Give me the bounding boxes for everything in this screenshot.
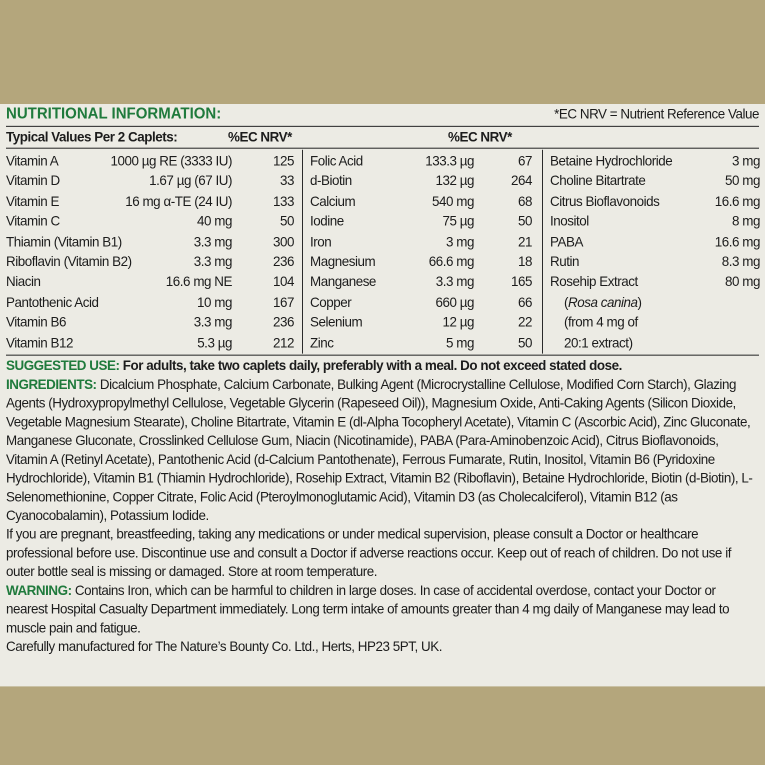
nutrient-amount: 3.3 mg (435, 273, 474, 290)
nutrient-amount: 1000 µg RE (3333 IU) (110, 152, 232, 169)
nutrient-amount: 16.6 mg (714, 233, 760, 250)
nutrient-nrv: 50 (280, 213, 294, 229)
nutrient-amount: 10 mg (197, 294, 232, 310)
nutrient-name: Vitamin B12 (6, 334, 74, 350)
nutrient-name: Rutin (550, 253, 580, 270)
nutrient-row (310, 152, 536, 172)
warning (6, 581, 759, 637)
nutrient-name: Rosehip Extract (550, 273, 638, 290)
nutrient-name: Vitamin B6 (6, 314, 67, 330)
nutrient-column-2 (310, 152, 536, 354)
nutrient-name: Citrus Bioflavonoids (550, 193, 660, 209)
divider (6, 126, 759, 127)
supplement-label (0, 104, 765, 686)
nrv-note: *EC NRV = Nutrient Reference Value (554, 106, 759, 122)
nutrient-row (550, 253, 760, 273)
nutrient-row (310, 192, 536, 212)
nutrient-nrv: 18 (518, 253, 532, 270)
nutrient-nrv: 236 (273, 253, 294, 270)
nutrient-name: Iodine (310, 213, 344, 229)
nutrient-row (550, 233, 760, 253)
nutrient-name: d-Biotin (310, 173, 352, 189)
nutrient-amount: 50 mg (725, 173, 760, 189)
nutrient-nrv: 104 (273, 273, 294, 290)
rosehip-note-line: 20:1 extract) (564, 334, 633, 350)
warning-label: WARNING: (6, 582, 72, 598)
suggested-use-label: SUGGESTED USE: (6, 357, 120, 374)
nutrient-nrv: 125 (273, 152, 294, 169)
col3-rows (550, 152, 760, 293)
nutrient-nrv: 67 (518, 152, 532, 169)
typical-values-heading: Typical Values Per 2 Caplets: (6, 128, 178, 145)
nutrient-amount: 1.67 µg (67 IU) (149, 173, 232, 189)
ingredients-text: Dicalcium Phosphate, Calcium Carbonate, Bulking Agent (Microcrystalline Cellulose, Modified Corn Starch), Glazing Agents (Hydroxypropylmethyl Cellulose, Vegetable Glycerin (Rapeseed Oil)), Magnesium Oxide, Anti-Caking Agents (Silicon Dioxide, Vegetable Magnesium Stearate), Choline Bitartrate, Vitamin E (dl-Alpha Tocopheryl Acetate), Vitamin C (Ascorbic Acid), Zinc Gluconate, Manganese Gluconate, Crosslinked Cellulose Gum, Niacin (Nicotinamide), PABA (Para-Aminobenzoic Acid), Citrus Bioflavonoids, Vitamin A (Retinyl Acetate), Pantothenic Acid (d-Calcium Pantothenate), Ferrous Fumarate, Rutin, Inositol, Vitamin B6 (Pyridoxine Hydrochloride), Vitamin B1 (Thiamin Hydrochloride), Rosehip Extract, Vitamin B2 (Riboflavin), Betaine Hydrochloride, Biotin (d-Biotin), L-Selenomethionine, Copper Citrate, Folic Acid (Pteroylmonoglutamic Acid), Vitamin D3 (as Cholecalciferol), Vitamin B12 (as Cyanocobalamin), Potassium Iodide. (6, 376, 753, 524)
divider (6, 355, 759, 356)
nrv-heading-2: %EC NRV* (448, 128, 512, 145)
nutrient-row (6, 212, 296, 232)
nutrient-nrv: 50 (518, 334, 532, 350)
nutrient-name: Niacin (6, 273, 41, 290)
nutrient-amount: 5 mg (446, 334, 474, 350)
nutrient-nrv: 264 (511, 173, 532, 189)
nutrient-row (310, 212, 536, 232)
ingredients-label: INGREDIENTS: (6, 376, 97, 393)
nutrient-amount: 3.3 mg (193, 253, 232, 270)
nutrient-name: Manganese (310, 273, 376, 290)
nutrient-row (550, 212, 760, 232)
nutrient-name: Vitamin D (6, 173, 60, 189)
nutrient-nrv: 22 (518, 314, 532, 330)
table-heading-row (6, 128, 759, 147)
nutrient-name: Thiamin (Vitamin B1) (6, 233, 122, 250)
rosehip-latin-name: Rosa canina (568, 294, 638, 310)
nutrient-amount: 16.6 mg (714, 193, 760, 209)
nutrient-nrv: 236 (273, 314, 294, 330)
nutrient-name: Betaine Hydrochloride (550, 152, 673, 169)
nutrient-name: Folic Acid (310, 152, 363, 169)
nutrient-amount: 8.3 mg (721, 253, 760, 270)
nutrient-row (6, 313, 296, 333)
nutrient-row (310, 313, 536, 333)
nutrient-amount: 80 mg (725, 273, 760, 290)
nrv-heading-1: %EC NRV* (228, 128, 292, 145)
nutrient-nrv: 212 (273, 334, 294, 350)
nutrient-amount: 66.6 mg (428, 253, 474, 270)
nutrient-amount: 133.3 µg (425, 152, 474, 169)
nutrient-name: Vitamin A (6, 152, 59, 169)
nutrient-nrv: 33 (280, 173, 294, 189)
nutrient-nrv: 66 (518, 294, 532, 310)
nutrient-name: Iron (310, 233, 332, 250)
nutrient-amount: 16 mg α-TE (24 IU) (125, 193, 232, 209)
nutrient-row (310, 333, 536, 353)
nutrient-name: Inositol (550, 213, 589, 229)
nutrient-row (6, 152, 296, 172)
nutrient-table (6, 150, 759, 354)
suggested-use-text: For adults, take two caplets daily, preferably with a meal. Do not exceed stated dose. (122, 357, 622, 374)
nutrient-name: Choline Bitartrate (550, 173, 646, 189)
nutrient-row (6, 333, 296, 353)
nutrient-nrv: 133 (273, 193, 294, 209)
nutrient-nrv: 21 (518, 233, 532, 250)
nutrient-nrv: 68 (518, 193, 532, 209)
divider (6, 148, 759, 149)
nutrient-row (550, 192, 760, 212)
nutrient-name: Selenium (310, 314, 363, 330)
column-divider (302, 150, 303, 354)
nutrient-name: Copper (310, 294, 352, 310)
nutrient-name: Magnesium (310, 253, 376, 270)
nutrient-row (6, 172, 296, 192)
nutrient-row (6, 233, 296, 253)
nutrient-name: PABA (550, 233, 583, 250)
nutrient-column-3 (550, 152, 760, 354)
nutrient-name: Calcium (310, 193, 356, 209)
advice-text: If you are pregnant, breastfeeding, taking any medications or under medical supervision, please consult a Doctor or healthcare professional before use. Discontinue use and consult a Doctor if adverse reactions occur. Keep out of reach of children. Do not use if outer bottle seal is missing or damaged. Store at room temperature. (6, 526, 731, 580)
nutrient-row (6, 273, 296, 293)
nutrient-amount: 3 mg (732, 152, 760, 169)
ingredients (6, 375, 759, 525)
nutrient-amount: 3.3 mg (193, 233, 232, 250)
nutrient-column-1 (6, 152, 296, 354)
column-divider (542, 150, 543, 354)
rosehip-note-line: (from 4 mg of (564, 314, 638, 330)
nutrient-row (310, 233, 536, 253)
label-header (6, 104, 759, 125)
nutrient-nrv: 165 (511, 273, 532, 290)
warning-text: Contains Iron, which can be harmful to children in large doses. In case of accidental overdose, contact your Doctor or nearest Hospital Casualty Department immediately. Long term intake of amounts greater than 4 mg daily of Manganese may lead to muscle pain and fatigue. (6, 582, 730, 636)
nutrient-amount: 75 µg (442, 213, 474, 229)
nutrient-row (310, 273, 536, 293)
nutrient-nrv: 300 (273, 233, 294, 250)
rosehip-note-line: (Rosa canina) (564, 294, 642, 310)
nutrient-row (6, 293, 296, 313)
nutrient-amount: 8 mg (732, 213, 760, 229)
nutrient-amount: 5.3 µg (197, 334, 232, 350)
nutrient-name: Vitamin C (6, 213, 60, 229)
nutrient-name: Riboflavin (Vitamin B2) (6, 253, 132, 270)
nutrient-row (310, 293, 536, 313)
nutrient-amount: 540 mg (432, 193, 474, 209)
nutrient-row (310, 253, 536, 273)
nutrient-row (6, 253, 296, 273)
suggested-use (6, 357, 759, 376)
nutrient-row (550, 172, 760, 192)
nutrient-row (310, 172, 536, 192)
nutrient-row (550, 273, 760, 293)
nutrient-nrv: 50 (518, 213, 532, 229)
nutrition-title: NUTRITIONAL INFORMATION: (6, 105, 222, 123)
nutrient-amount: 3.3 mg (193, 314, 232, 330)
nutrient-row (550, 152, 760, 172)
nutrient-amount: 660 µg (435, 294, 474, 310)
manufacturer-text: Carefully manufactured for The Nature’s Bounty Co. Ltd., Herts, HP23 5PT, UK. (6, 638, 442, 655)
nutrient-name: Pantothenic Acid (6, 294, 99, 310)
nutrient-amount: 40 mg (197, 213, 232, 229)
nutrient-row (6, 192, 296, 212)
nutrient-name: Zinc (310, 334, 334, 350)
nutrient-amount: 16.6 mg NE (165, 273, 232, 290)
nutrient-amount: 12 µg (442, 314, 474, 330)
nutrient-name: Vitamin E (6, 193, 60, 209)
nutrient-amount: 3 mg (446, 233, 474, 250)
nutrient-amount: 132 µg (435, 173, 474, 189)
nutrient-nrv: 167 (273, 294, 294, 310)
